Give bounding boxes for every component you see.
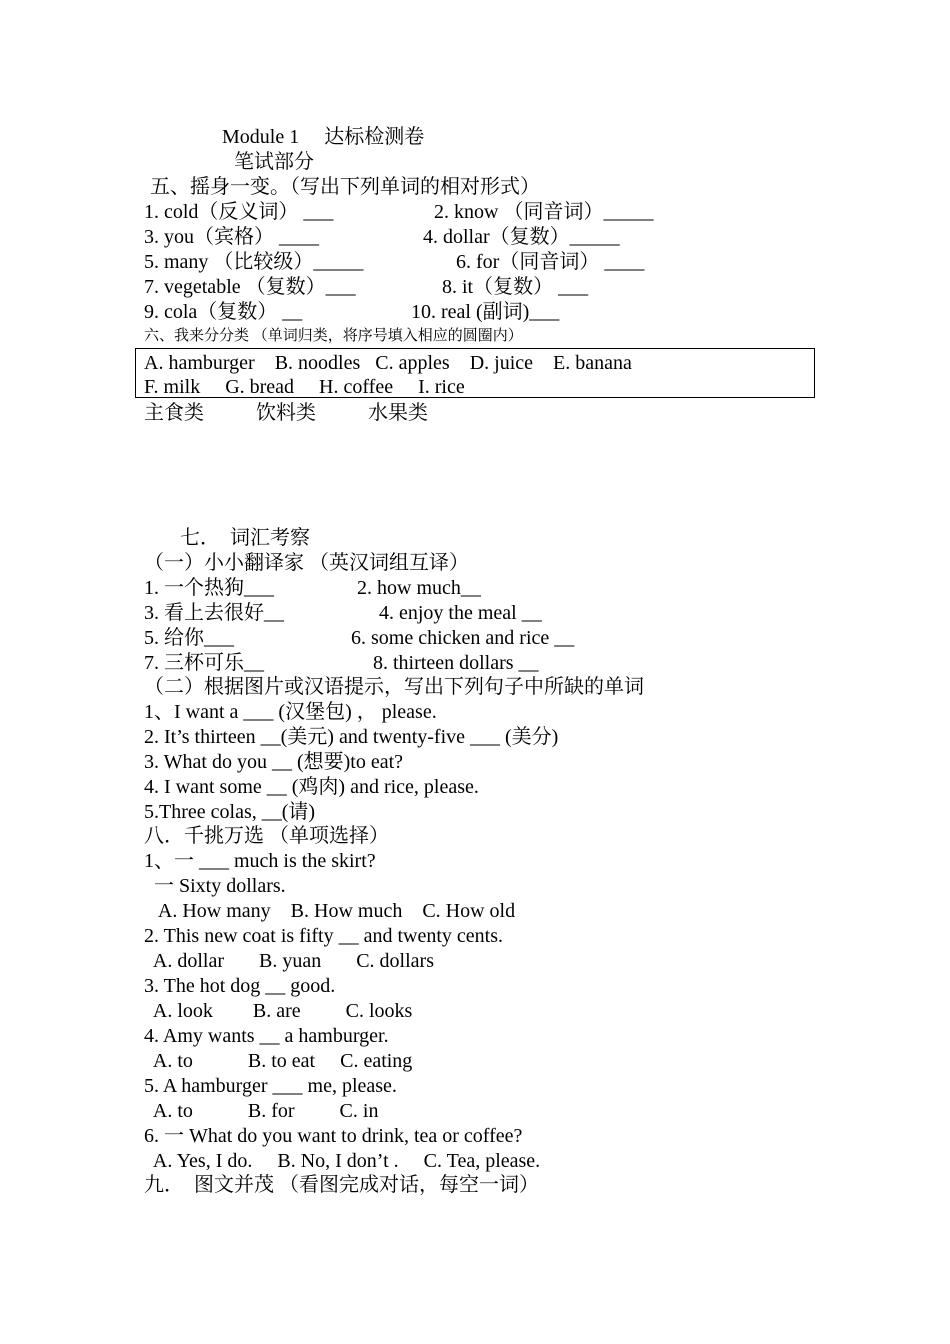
s5-item-1: 1. cold（反义词） ___ <box>144 201 334 223</box>
s8-line: A. How many B. How much C. How old <box>144 900 516 922</box>
s8-line: A. Yes, I do. B. No, I don’t . C. Tea, please. <box>144 1150 541 1172</box>
section-7-heading: 七． 词汇考察 <box>180 527 310 549</box>
word-box-line-1: A. hamburger B. noodles C. apples D. juice E. banana <box>144 352 632 374</box>
s8-line: A. look B. are C. looks <box>144 1000 413 1022</box>
s7-item-6: 6. some chicken and rice __ <box>351 627 575 649</box>
s5-item-3: 3. you（宾格） ____ <box>144 226 319 248</box>
s8-line: 6. 一 What do you want to drink, tea or coffee? <box>144 1125 523 1147</box>
s5-item-6: 6. for（同音词） ____ <box>456 251 645 273</box>
s7-item-7: 7. 三杯可乐__ <box>144 652 264 674</box>
s7-item-2: 2. how much__ <box>357 577 481 599</box>
category-staple: 主食类 <box>144 402 204 424</box>
s7-item-8: 8. thirteen dollars __ <box>373 652 539 674</box>
s8-line: 3. The hot dog __ good. <box>144 975 336 997</box>
s5-item-9: 9. cola（复数） __ <box>144 301 303 323</box>
s7-sentence-1: 1、I want a ___ (汉堡包) ， please. <box>144 701 437 723</box>
s5-item-7: 7. vegetable （复数）___ <box>144 276 356 298</box>
s5-item-2: 2. know （同音词）_____ <box>434 201 654 223</box>
s7-sentence-4: 4. I want some __ (鸡肉) and rice, please. <box>144 776 479 798</box>
s7-item-5: 5. 给你___ <box>144 627 234 649</box>
category-drinks: 饮料类 <box>256 402 316 424</box>
s7-sentence-2: 2. It’s thirteen __(美元) and twenty-five ___ (美分) <box>144 726 559 748</box>
s7-item-4: 4. enjoy the meal __ <box>379 602 542 624</box>
section-5-heading: 五、摇身一变。（写出下列单词的相对形式） <box>150 176 540 198</box>
word-box-line-2: F. milk G. bread H. coffee I. rice <box>144 376 465 398</box>
s5-item-10: 10. real (副词)___ <box>411 301 560 323</box>
s7-part-2-heading: （二）根据图片或汉语提示，写出下列句子中所缺的单词 <box>144 676 644 698</box>
s5-item-4: 4. dollar（复数）_____ <box>423 226 620 248</box>
s5-item-5: 5. many （比较级）_____ <box>144 251 364 273</box>
s8-line: 2. This new coat is fifty __ and twenty cents. <box>144 925 504 947</box>
section-9-heading: 九． 图文并茂 （看图完成对话，每空一词） <box>144 1174 539 1196</box>
page-title: Module 1 达标检测卷 <box>222 126 425 148</box>
s7-part-1-heading: （一）小小翻译家 （英汉词组互译） <box>144 552 469 574</box>
s5-item-8: 8. it（复数） ___ <box>442 276 589 298</box>
section-8-heading: 八．千挑万选 （单项选择） <box>144 825 389 847</box>
s8-line: A. dollar B. yuan C. dollars <box>144 950 434 972</box>
s7-sentence-5: 5.Three colas, __(请) <box>144 801 316 823</box>
page-subtitle: 笔试部分 <box>234 151 314 173</box>
s7-item-1: 1. 一个热狗___ <box>144 577 274 599</box>
s8-line: 一 Sixty dollars. <box>144 875 286 897</box>
category-fruits: 水果类 <box>368 402 428 424</box>
s8-line: 1、一 ___ much is the skirt? <box>144 850 376 872</box>
s7-item-3: 3. 看上去很好__ <box>144 602 284 624</box>
section-6-heading: 六、我来分分类 （单词归类，将序号填入相应的圆圈内） <box>144 328 523 344</box>
s8-line: 4. Amy wants __ a hamburger. <box>144 1025 389 1047</box>
s8-line: 5. A hamburger ___ me, please. <box>144 1075 397 1097</box>
s8-line: A. to B. to eat C. eating <box>144 1050 413 1072</box>
s7-sentence-3: 3. What do you __ (想要)to eat? <box>144 751 404 773</box>
s8-line: A. to B. for C. in <box>144 1100 379 1122</box>
